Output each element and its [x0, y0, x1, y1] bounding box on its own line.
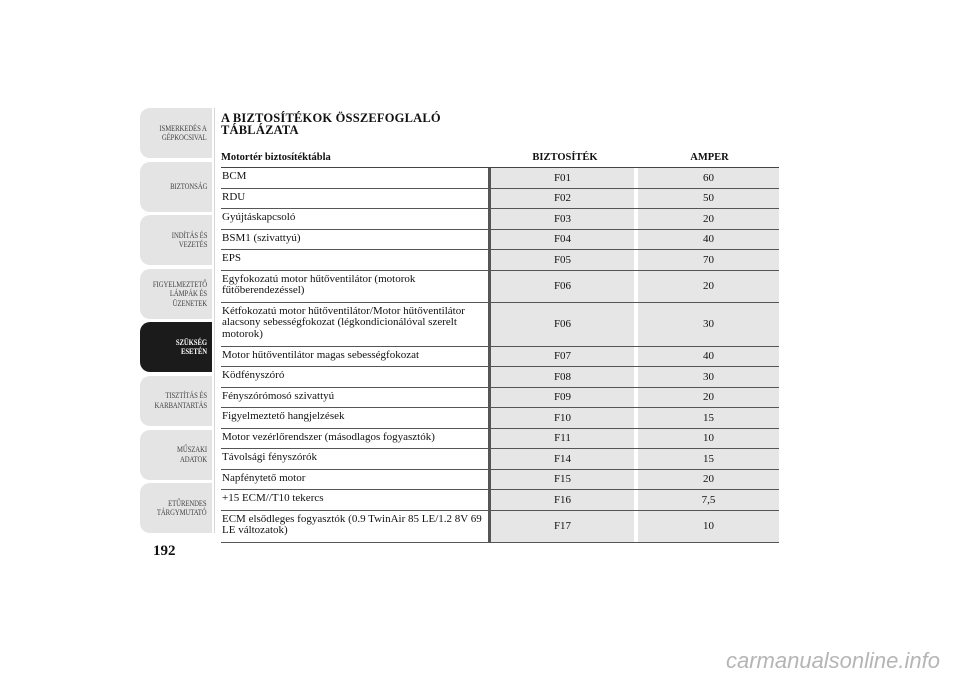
table-row: [221, 490, 779, 511]
table-row: [221, 347, 779, 368]
cell-fuse: F03: [488, 209, 634, 229]
cell-name: Gyújtáskapcsoló: [222, 211, 296, 223]
cell-amp: 10: [638, 511, 779, 542]
table-row: [221, 449, 779, 470]
cell-name: RDU: [222, 190, 246, 203]
cell-amp: 15: [638, 408, 779, 428]
page-number: 192: [153, 543, 176, 559]
cell-amp: 70: [638, 250, 779, 270]
table-row: [221, 303, 779, 347]
watermark: carmanualsonline.info: [725, 648, 940, 673]
table-row: [221, 230, 779, 251]
cell-fuse: F16: [488, 490, 634, 510]
tab-muszaki-adatok[interactable]: [140, 430, 212, 480]
cell-fuse: F04: [488, 230, 634, 250]
tab-label: TISZTÍTÁS ÉS KARBANTARTÁS: [154, 391, 207, 410]
cell-amp: 15: [638, 449, 779, 469]
cell-name: Távolsági fényszórók: [222, 451, 317, 463]
cell-amp: 40: [638, 347, 779, 367]
cell-amp: 20: [638, 470, 779, 490]
table-row: [221, 429, 779, 450]
table-header: [221, 148, 779, 168]
cell-fuse: F14: [488, 449, 634, 469]
cell-fuse: F06: [488, 303, 634, 346]
table-row: [221, 250, 779, 271]
cell-fuse: F10: [488, 408, 634, 428]
cell-fuse: F06: [488, 271, 634, 302]
cell-fuse: F07: [488, 347, 634, 367]
cell-name: BCM: [222, 170, 247, 182]
cell-fuse: F09: [488, 388, 634, 408]
tab-label: SZÜKSÉG ESETÉN: [175, 337, 207, 357]
cell-amp: 10: [638, 429, 779, 449]
table-row: [221, 388, 779, 409]
table-row: [221, 367, 779, 388]
cell-fuse: F11: [488, 429, 634, 449]
tab-label: ISMERKEDÉS A GÉPKOCSIVAL: [159, 123, 207, 142]
table-row: [221, 271, 779, 303]
table-row: [221, 511, 779, 543]
cell-amp: 40: [638, 230, 779, 250]
cell-name: Napfénytető motor: [222, 471, 306, 484]
cell-amp: 7,5: [638, 490, 779, 510]
cell-amp: 20: [638, 209, 779, 229]
tab-figyelmezteto[interactable]: [140, 269, 212, 319]
tab-label: INDÍTÁS ÉS VEZETÉS: [171, 230, 207, 250]
sidebar-divider: [214, 108, 215, 533]
cell-fuse: F08: [488, 367, 634, 387]
cell-amp: 60: [638, 168, 779, 188]
tab-label: ETŰRENDES TÁRGYMUTATÓ: [157, 498, 207, 518]
header-amp: AMPER: [690, 152, 729, 163]
tab-szukseg-eseten[interactable]: [140, 322, 212, 372]
cell-fuse: F05: [488, 250, 634, 270]
fuse-table: [221, 148, 779, 543]
tab-label: FIGYELMEZTETŐ LÁMPÁK ÉS ÜZENETEK: [152, 279, 207, 308]
tab-label: BIZTONSÁG: [169, 181, 207, 191]
cell-fuse: F02: [488, 189, 634, 209]
header-fuse: BIZTOSÍTÉK: [532, 152, 598, 163]
table-row: [221, 470, 779, 491]
chapter-sidebar: [140, 108, 212, 537]
tab-inditas[interactable]: [140, 215, 212, 265]
table-row: [221, 408, 779, 429]
cell-name: ECM elsődleges fogyasztók (0.9 TwinAir 85 LE/1.2 8V 69 LE változatok): [222, 512, 482, 536]
cell-name: Fényszórómosó szivattyú: [222, 389, 335, 402]
table-body: [221, 168, 779, 543]
table-row: [221, 209, 779, 230]
table-row: [221, 168, 779, 189]
cell-name: +15 ECM//T10 tekercs: [222, 492, 324, 504]
page-title: A BIZTOSÍTÉKOK ÖSSZEFOGLALÓ TÁBLÁZATA: [221, 111, 441, 137]
cell-name: Ködfényszóró: [222, 369, 285, 381]
tab-tisztitas[interactable]: [140, 376, 212, 426]
header-name: Motortér biztosítéktábla: [221, 152, 331, 163]
cell-name: EPS: [222, 252, 241, 264]
cell-fuse: F15: [488, 470, 634, 490]
cell-name: Kétfokozatú motor hűtőventilátor/Motor hűtőventilátor alacsony sebességfokozat (légkondicionálóval szerelt motorok): [222, 304, 465, 340]
table-row: [221, 189, 779, 210]
cell-amp: 30: [638, 303, 779, 346]
cell-fuse: F17: [488, 511, 634, 542]
cell-name: BSM1 (szivattyú): [222, 231, 301, 244]
cell-amp: 50: [638, 189, 779, 209]
cell-name: Figyelmeztető hangjelzések: [222, 410, 345, 422]
tab-biztonsag[interactable]: [140, 162, 212, 212]
cell-amp: 30: [638, 367, 779, 387]
cell-amp: 20: [638, 388, 779, 408]
tab-label: MŰSZAKI ADATOK: [176, 445, 207, 464]
cell-name: Motor vezérlőrendszer (másodlagos fogyasztók): [222, 430, 435, 443]
tab-ismerkedes[interactable]: [140, 108, 212, 158]
tab-targymutato[interactable]: [140, 483, 212, 533]
cell-amp: 20: [638, 271, 779, 302]
cell-name: Egyfokozatú motor hűtőventilátor (motorok fűtőberendezéssel): [222, 272, 416, 296]
cell-name: Motor hűtőventilátor magas sebességfokozat: [222, 348, 420, 361]
cell-fuse: F01: [488, 168, 634, 188]
